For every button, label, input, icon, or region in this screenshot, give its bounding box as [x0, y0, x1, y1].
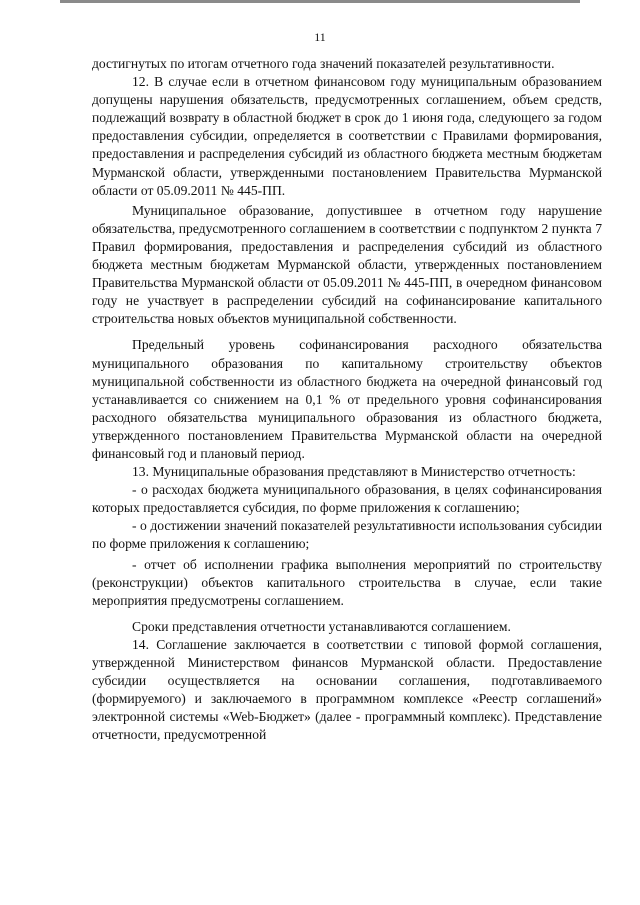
list-item-indicators: - о достижении значений показателей результативности использования субсидии по форме приложения к соглашению; — [92, 518, 602, 552]
paragraph-cofinancing-level: Предельный уровень софинансирования расходного обязательства муниципального образования по капитальному строительству объектов муниципальной собственности из областного бюджета на очередной финансовый год устанавливается со снижением на 0,1 % от предельного уровня софинансирования расходного обязательства муниципального образования из областного бюджета, утвержденного постановлением Правительства Мурманской области на очередной финансовый год и плановый период. — [92, 337, 602, 461]
paragraph-item-13: 13. Муниципальные образования представляют в Министерство отчетность: — [132, 464, 576, 480]
scan-edge-line — [60, 0, 580, 3]
paragraph-item-12: 12. В случае если в отчетном финансовом году муниципальным образованием допущены нарушения обязательств, предусмотренных соглашением, объем средств, подлежащий возврату в областной бюджет в срок до 1 июня года, следующего за годом предоставления субсидии, определяется в соответствии с Правилами формирования, предоставления и распределения субсидий из областного бюджета местным бюджетам Мурманской области, утвержденными постановлением Правительства Мурманской области от 05.09.2011 № 445-ПП. — [92, 74, 602, 198]
document-body — [92, 55, 602, 744]
paragraph-violation: Муниципальное образование, допустившее в отчетном году нарушение обязательства, предусмотренного соглашением в соответствии с подпунктом 2 пункта 7 Правил формирования, предоставления и распределения субсидий из областного бюджета местным бюджетам Мурманской области, утвержденных постановлением Правительства Мурманской области от 05.09.2011 № 445-ПП, в очередном финансовом году не участвует в распределении субсидий на софинансирование капитального строительства новых объектов муниципальной собственности. — [92, 202, 602, 327]
paragraph-reporting-deadlines: Сроки представления отчетности устанавливаются соглашением. — [132, 618, 511, 634]
paragraph-item-14: 14. Соглашение заключается в соответствии с типовой формой соглашения, утвержденной Министерством финансов Мурманской области. Предоставление субсидии осуществляется на основании соглашения, подготавливаемого (формируемого) и заключаемого в программном комплексе «Реестр соглашений» электронной системы «Web-Бюджет» (далее - программный комплекс). Представление отчетности, предусмотренной — [92, 636, 602, 743]
page-number: 11 — [314, 30, 326, 44]
list-item-expenses: - о расходах бюджета муниципального образования, в целях софинансирования которых предоставляется субсидия, по форме приложения к соглашению; — [92, 482, 602, 516]
list-item-schedule-report: - отчет об исполнении графика выполнения мероприятий по строительству (реконструкции) объектов капитального строительства в случае, если такие мероприятия предусмотрены соглашением. — [92, 556, 602, 608]
paragraph-continuation: достигнутых по итогам отчетного года значений показателей результативности. — [92, 56, 555, 71]
